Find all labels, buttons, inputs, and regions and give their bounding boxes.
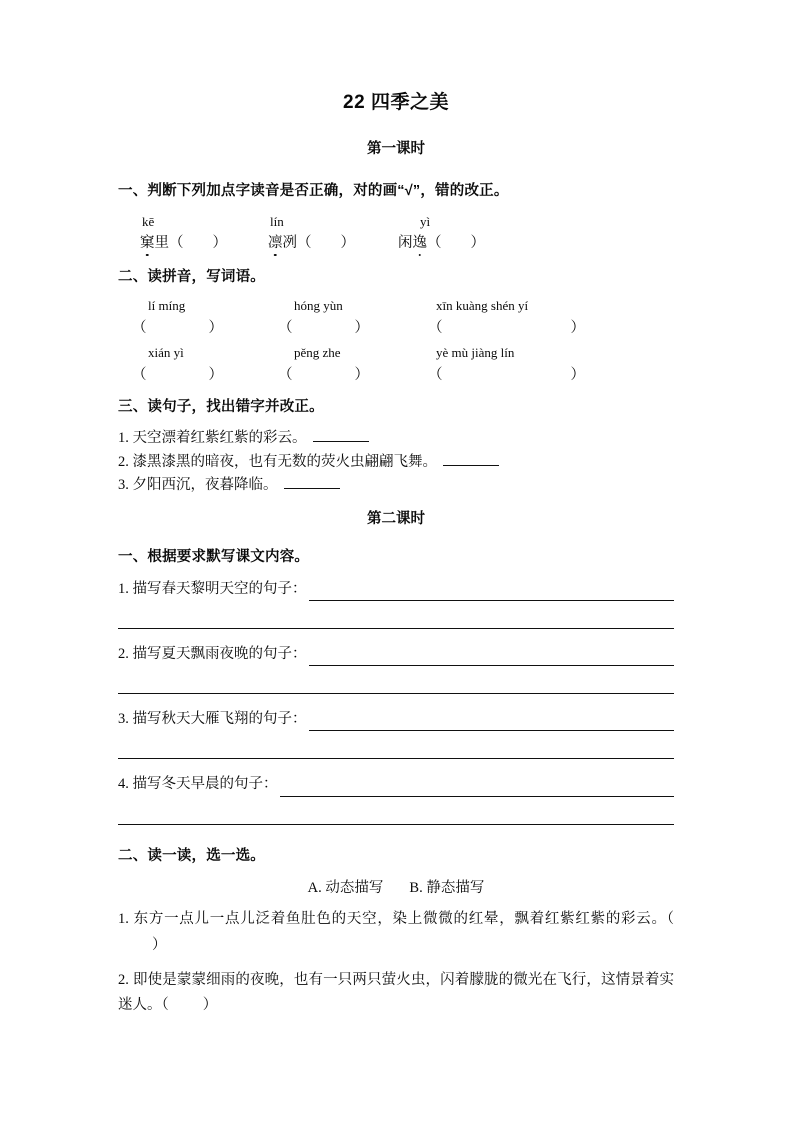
pinyin-label: kē xyxy=(142,213,155,229)
option-b[interactable]: B. 静态描写 xyxy=(409,880,485,897)
judge-item xyxy=(268,212,398,254)
pinyin-cell: xián yì xyxy=(148,344,184,360)
pinyin-row xyxy=(118,345,674,361)
pinyin-row xyxy=(118,298,674,314)
lesson-one-ex2-grid xyxy=(118,298,674,384)
dotted-char: 逸 xyxy=(413,232,428,254)
dotted-char: 窠 xyxy=(140,232,155,254)
option-a[interactable]: A. 动态描写 xyxy=(307,880,384,897)
plain-char: 闲 xyxy=(398,234,413,251)
answer-blank[interactable] xyxy=(284,475,340,489)
page-title: 22 四季之美 xyxy=(343,92,449,113)
answer-paren[interactable]: （ ） xyxy=(169,234,227,251)
pinyin-cell: yè mù jiàng lín xyxy=(436,344,515,360)
judge-word xyxy=(398,232,548,254)
plain-char: 冽 xyxy=(282,234,297,251)
recitation-question xyxy=(118,643,674,666)
answer-paren[interactable]: （ ） xyxy=(428,319,585,336)
recitation-label: 2. 描写夏天飘雨夜晚的句子： xyxy=(118,646,307,663)
answer-rule[interactable] xyxy=(309,650,675,666)
plain-char: 里 xyxy=(154,234,169,251)
answer-rule[interactable] xyxy=(118,628,674,629)
judge-item xyxy=(118,212,268,254)
answer-rule[interactable] xyxy=(309,715,675,731)
answer-paren-row xyxy=(118,316,674,337)
answer-blank[interactable] xyxy=(443,452,499,466)
pinyin-cell: lí míng xyxy=(148,297,186,313)
correction-text: 3. 夕阳西沉，夜暮降临。 xyxy=(118,476,278,493)
answer-paren[interactable]: ） xyxy=(202,997,218,1014)
choice-question xyxy=(118,968,674,1019)
pinyin-cell: hóng yùn xyxy=(294,297,343,313)
answer-paren[interactable]: （ ） xyxy=(297,234,355,251)
lesson-two-title: 第二课时 xyxy=(367,510,425,527)
question-number: 2. xyxy=(118,971,129,988)
correction-item xyxy=(118,451,674,474)
answer-paren[interactable]: （ ） xyxy=(278,319,369,336)
recitation-label: 3. 描写秋天大雁飞翔的句子： xyxy=(118,711,307,728)
answer-paren[interactable]: （ ） xyxy=(132,366,223,383)
lesson-one-ex1-items xyxy=(118,212,674,254)
answer-rule[interactable] xyxy=(118,758,674,759)
recitation-question xyxy=(118,578,674,601)
recitation-question xyxy=(118,773,674,796)
answer-paren[interactable]: ） xyxy=(152,936,167,953)
answer-paren[interactable]: （ ） xyxy=(132,319,223,336)
dotted-char: 凛 xyxy=(268,232,283,254)
recitation-label: 1. 描写春天黎明天空的句子： xyxy=(118,580,307,597)
answer-paren[interactable]: （ ） xyxy=(427,234,485,251)
recitation-item xyxy=(118,773,674,824)
pinyin-cell: xīn kuàng shén yí xyxy=(436,297,529,313)
lesson-one-ex2-heading: 二、读拼音，写词语。 xyxy=(118,269,265,286)
lesson-one-ex3-heading: 三、读句子，找出错字并改正。 xyxy=(118,398,324,415)
answer-paren-row xyxy=(118,363,674,384)
lesson-two-ex2-heading: 二、读一读，选一选。 xyxy=(118,847,265,864)
judge-word xyxy=(140,232,268,254)
correction-item xyxy=(118,427,674,450)
lesson-one-title: 第一课时 xyxy=(367,140,425,157)
answer-rule[interactable] xyxy=(309,585,675,601)
answer-rule[interactable] xyxy=(118,824,674,825)
pinyin-label: yì xyxy=(420,213,431,229)
choice-question xyxy=(118,907,674,958)
recitation-question xyxy=(118,708,674,731)
answer-blank[interactable] xyxy=(313,428,369,442)
worksheet-content xyxy=(118,92,674,1019)
recitation-item xyxy=(118,708,674,759)
pinyin-cell: pěng zhe xyxy=(294,344,341,360)
judge-item xyxy=(398,212,548,254)
answer-rule[interactable] xyxy=(280,781,675,797)
answer-paren[interactable]: （ ） xyxy=(278,366,369,383)
question-number: 1. xyxy=(118,911,129,928)
recitation-item xyxy=(118,643,674,694)
recitation-label: 4. 描写冬天早晨的句子： xyxy=(118,776,278,793)
correction-item xyxy=(118,474,674,497)
judge-word xyxy=(268,232,398,254)
lesson-one-ex1-heading: 一、判断下列加点字读音是否正确，对的画“√”，错的改正。 xyxy=(118,183,509,200)
pinyin-label: lín xyxy=(270,213,284,229)
question-text: 即使是蒙蒙细雨的夜晚，也有一只两只萤火虫，闪着朦胧的微光在飞行，这情景着实迷人。（ xyxy=(118,971,674,1014)
question-text: 东方一点儿一点儿泛着鱼肚色的天空，染上微微的红晕，飘着红紫红紫的彩云。（ xyxy=(132,911,674,928)
lesson-two-ex1-heading: 一、根据要求默写课文内容。 xyxy=(118,549,310,566)
recitation-item xyxy=(118,578,674,629)
correction-text: 2. 漆黑漆黑的暗夜，也有无数的荧火虫翩翩飞舞。 xyxy=(118,453,437,470)
choice-options xyxy=(118,876,674,897)
correction-text: 1. 天空漂着红紫红紫的彩云。 xyxy=(118,430,307,447)
answer-paren[interactable]: （ ） xyxy=(428,366,585,383)
answer-rule[interactable] xyxy=(118,693,674,694)
